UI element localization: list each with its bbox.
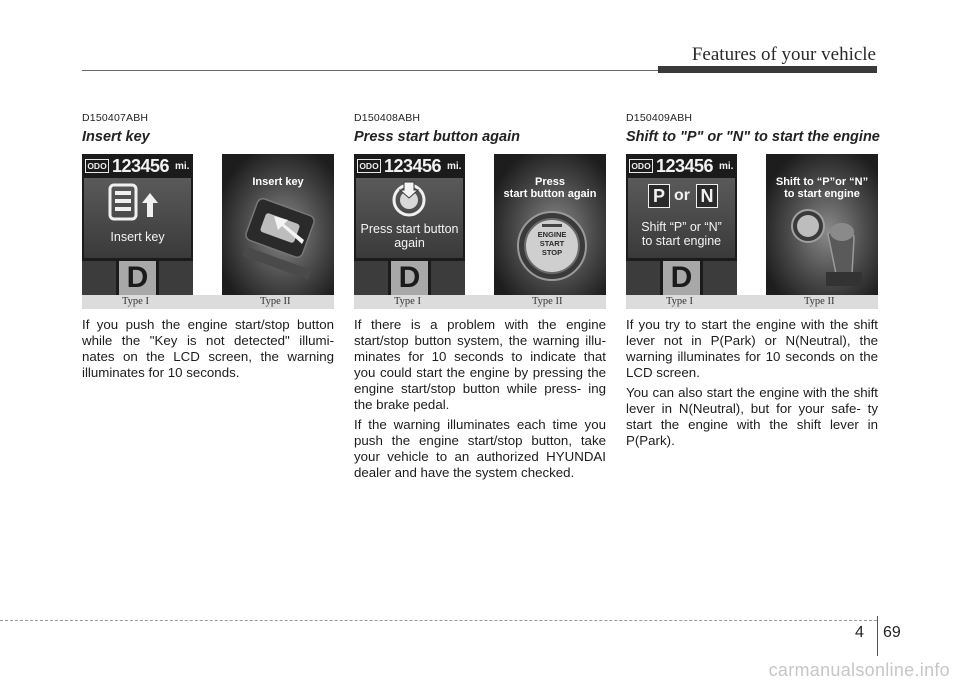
photo-type-2 — [766, 154, 878, 295]
lcd-message-line-2: to start engine — [641, 234, 722, 248]
odo-badge: ODO — [357, 159, 381, 173]
type-label-1: Type I — [122, 296, 149, 307]
odo-unit: mi. — [175, 161, 190, 172]
lcd-screen — [84, 178, 191, 258]
odo-value: 123456 — [656, 156, 714, 176]
odo-unit: mi. — [447, 161, 462, 172]
p-or-n-indicator — [648, 184, 718, 208]
type-label-2: Type II — [260, 296, 291, 307]
section-title: Shift to "P" or "N" to start the engine — [626, 129, 880, 145]
press-button-icon — [356, 180, 463, 220]
p-badge: P — [648, 184, 670, 208]
gear-position: D — [119, 261, 156, 295]
n-badge: N — [696, 184, 718, 208]
section-body — [626, 317, 878, 449]
lcd-screen — [356, 178, 463, 258]
figure — [82, 154, 334, 309]
gear-indicator — [82, 261, 193, 295]
odo-value: 123456 — [112, 156, 170, 176]
section-code: D150409ABH — [626, 112, 693, 124]
type-labels — [354, 295, 606, 309]
section-body — [354, 317, 606, 481]
paragraph: If there is a problem with the engine start/stop button system, the warning illu- minates for 10 seconds to indicate that you could start the engine by pressing the engine start/stop button while press- ing the brake pedal. — [354, 317, 606, 412]
type-label-2: Type II — [532, 296, 563, 307]
paragraph: You can also start the engine with the shift lever in N(Neutral), but for your safe- ty start the engine with the shift lever in P(Park). — [626, 385, 878, 448]
paragraph: If the warning illuminates each time you push the engine start/stop button, take your vehicle to an authorized HYUNDAI dealer and have the system checked. — [354, 417, 606, 480]
section-code: D150408ABH — [354, 112, 421, 124]
gear-position: D — [663, 261, 700, 295]
type-label-1: Type I — [666, 296, 693, 307]
section-code: D150407ABH — [82, 112, 149, 124]
footer-divider — [877, 616, 878, 656]
section-title: Press start button again — [354, 129, 520, 145]
page-number: 69 — [883, 624, 901, 641]
gear-shift-lever-icon — [766, 154, 878, 295]
odo-unit: mi. — [719, 161, 734, 172]
gear-indicator — [354, 261, 465, 295]
type-labels — [626, 295, 878, 309]
photo-type-2 — [494, 154, 606, 295]
paragraph: If you push the engine start/stop button while the "Key is not detected" illumi- nates on the LCD screen, the warning illuminates for 10 seconds. — [82, 317, 334, 380]
type-labels — [82, 295, 334, 309]
photo-caption-line-2: start button again — [503, 188, 597, 200]
lcd-message: Insert key — [110, 230, 165, 244]
type-label-1: Type I — [394, 296, 421, 307]
odometer — [626, 156, 737, 176]
start-stop-button-label: ENGINE START STOP — [537, 230, 567, 257]
lcd-display-type-1 — [626, 154, 737, 295]
type-label-2: Type II — [804, 296, 835, 307]
header-title: Features of your vehicle — [691, 44, 876, 65]
watermark: carmanualsonline.info — [768, 660, 950, 680]
lcd-message-line-1: Shift “P” or “N” — [641, 220, 722, 234]
photo-type-2 — [222, 154, 334, 295]
photo-caption: Insert key — [252, 176, 304, 188]
gear-position: D — [391, 261, 428, 295]
odo-badge: ODO — [85, 159, 109, 173]
lcd-message-line-1: Press start button — [360, 222, 459, 236]
section-insert-key — [82, 112, 334, 385]
section-body — [82, 317, 334, 381]
odometer — [354, 156, 465, 176]
key-insert-arrow-icon — [222, 154, 334, 295]
or-label: or — [674, 187, 690, 204]
section-shift-p-or-n — [626, 112, 878, 453]
gear-indicator — [626, 261, 737, 295]
photo-caption-line-1: Press — [535, 176, 565, 188]
section-press-start-button — [354, 112, 606, 485]
footer-rule — [0, 620, 877, 621]
figure — [626, 154, 878, 309]
start-stop-button-icon — [494, 154, 606, 295]
paragraph: If you try to start the engine with the shift lever not in P(Park) or N(Neutral), the warning illuminates for 10 seconds on the LCD screen. — [626, 317, 878, 380]
odometer — [82, 156, 193, 176]
lcd-display-type-1 — [354, 154, 465, 295]
photo-caption-line-2: to start engine — [784, 188, 860, 200]
chapter-number: 4 — [855, 624, 864, 641]
header-rule-accent — [658, 66, 877, 73]
lcd-screen — [628, 178, 735, 258]
figure — [354, 154, 606, 309]
photo-caption-line-1: Shift to “P”or “N” — [775, 176, 869, 188]
section-title: Insert key — [82, 129, 150, 145]
odo-badge: ODO — [629, 159, 653, 173]
lcd-display-type-1 — [82, 154, 193, 295]
lcd-message-line-2: again — [394, 236, 425, 250]
odo-value: 123456 — [384, 156, 442, 176]
key-fob-arrow-up-icon — [84, 181, 191, 225]
